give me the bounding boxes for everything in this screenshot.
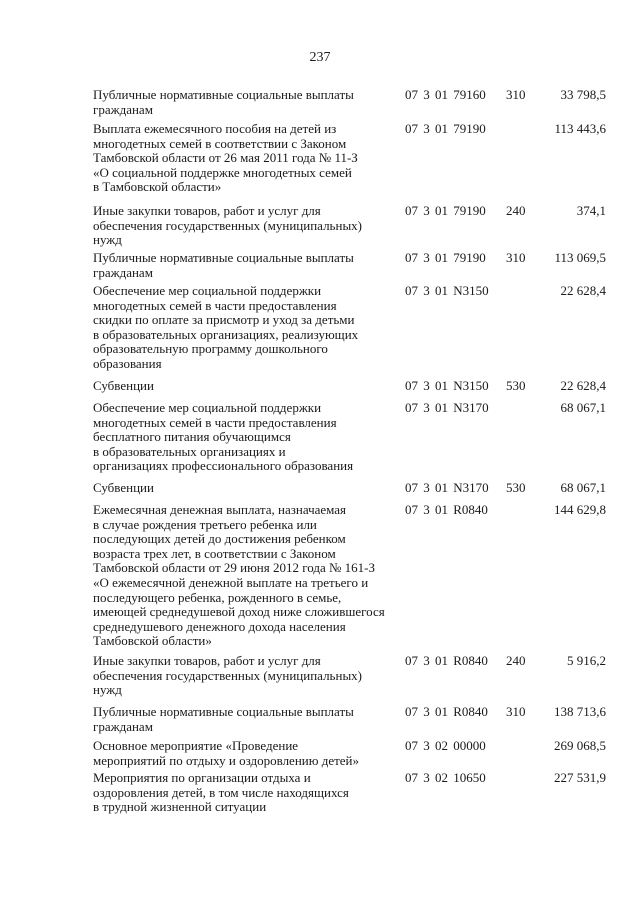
row-expense-type: 530 [506, 480, 526, 495]
description-line: гражданам [93, 101, 153, 117]
row-amount: 68 067,1 [560, 480, 606, 495]
description-line: Иные закупки товаров, работ и услуг для [93, 653, 321, 668]
row-description [93, 284, 403, 372]
row-description [93, 739, 403, 768]
row-code: 07 3 01 N3150 [405, 283, 489, 298]
row-amount: 138 713,6 [554, 704, 606, 719]
description-line: Субвенции [93, 378, 154, 393]
description-line: нужд [93, 232, 122, 248]
description-line: обеспечения государственных (муниципальных) [93, 217, 363, 233]
row-code: 07 3 01 N3170 [405, 480, 489, 495]
row-code: 07 3 01 R0840 [405, 653, 488, 668]
page-number: 237 [309, 50, 331, 65]
description-line: обеспечения государственных (муниципальных) [93, 667, 363, 683]
row-amount: 22 628,4 [560, 378, 606, 393]
row-expense-type: 240 [506, 653, 526, 668]
row-code: 07 3 01 79160 [405, 87, 486, 102]
row-code: 07 3 01 R0840 [405, 704, 488, 719]
description-line: «О социальной поддержке многодетных семей [93, 164, 352, 180]
description-line: имеющей среднедушевой доход ниже сложившегося [93, 604, 385, 620]
row-amount: 33 798,5 [560, 87, 606, 102]
row-amount: 113 069,5 [554, 250, 606, 265]
description-line: в образовательных организациях, реализующих [93, 326, 359, 342]
row-description [93, 251, 403, 280]
row-code: 07 3 01 N3150 [405, 378, 489, 393]
description-line: оздоровления детей, в том числе находящихся [93, 784, 349, 800]
row-description [93, 705, 403, 734]
description-line: мероприятий по отдыху и оздоровлению детей» [93, 752, 359, 768]
description-line: гражданам [93, 264, 153, 280]
description-line: Тамбовской области от 26 мая 2011 года № 11-З [93, 150, 358, 166]
row-amount: 144 629,8 [554, 502, 606, 517]
description-line: в Тамбовской области» [93, 179, 222, 195]
row-expense-type: 310 [506, 704, 526, 719]
row-description [93, 401, 403, 474]
description-line: скидки по оплате за присмотр и уход за детьми [93, 312, 355, 328]
description-line: среднедушевого денежного дохода населения [93, 618, 346, 634]
row-amount: 5 916,2 [567, 653, 606, 668]
row-description [93, 122, 403, 195]
description-line: «О ежемесячной денежной выплате на третьего и [93, 574, 369, 590]
description-line: образовательную программу дошкольного [93, 341, 328, 357]
description-line: Обеспечение мер социальной поддержки [93, 400, 322, 415]
row-code: 07 3 01 N3170 [405, 400, 489, 415]
description-line: бесплатного питания обучающимся [93, 429, 291, 445]
row-code: 07 3 01 R0840 [405, 502, 488, 517]
row-amount: 68 067,1 [560, 400, 606, 415]
description-line: организациях профессионального образования [93, 458, 354, 474]
row-description [93, 481, 403, 496]
row-code: 07 3 02 00000 [405, 738, 486, 753]
description-line: последующих детей до достижения ребенком [93, 531, 346, 547]
row-description [93, 88, 403, 117]
row-expense-type: 310 [506, 87, 526, 102]
description-line: Публичные нормативные социальные выплаты [93, 250, 354, 265]
row-description [93, 654, 403, 698]
row-code: 07 3 02 10650 [405, 770, 486, 785]
description-line: в случае рождения третьего ребенка или [93, 516, 317, 532]
row-amount: 22 628,4 [560, 283, 606, 298]
description-line: Субвенции [93, 480, 154, 495]
description-line: возраста трех лет, в соответствии с Законом [93, 545, 336, 561]
row-code: 07 3 01 79190 [405, 121, 486, 136]
description-line: в образовательных организациях и [93, 443, 286, 459]
description-line: Обеспечение мер социальной поддержки [93, 283, 322, 298]
row-expense-type: 530 [506, 378, 526, 393]
row-description [93, 771, 403, 815]
description-line: Мероприятия по организации отдыха и [93, 770, 311, 785]
description-line: Тамбовской области от 29 июня 2012 года № 161-З [93, 560, 376, 576]
description-line: гражданам [93, 718, 153, 734]
description-line: Публичные нормативные социальные выплаты [93, 87, 354, 102]
description-line: многодетных семей в соответствии с Законом [93, 135, 347, 151]
row-description [93, 204, 403, 248]
row-amount: 227 531,9 [554, 770, 606, 785]
description-line: Выплата ежемесячного пособия на детей из [93, 121, 337, 136]
row-expense-type: 240 [506, 203, 526, 218]
description-line: в трудной жизненной ситуации [93, 799, 267, 815]
row-code: 07 3 01 79190 [405, 250, 486, 265]
row-amount: 113 443,6 [554, 121, 606, 136]
description-line: многодетных семей в части предоставления [93, 414, 337, 430]
description-line: Тамбовской области» [93, 633, 212, 649]
description-line: Публичные нормативные социальные выплаты [93, 704, 354, 719]
description-line: Основное мероприятие «Проведение [93, 738, 299, 753]
row-code: 07 3 01 79190 [405, 203, 486, 218]
row-description [93, 503, 403, 649]
row-description [93, 379, 403, 394]
description-line: образования [93, 355, 162, 371]
row-amount: 374,1 [576, 203, 606, 218]
description-line: Иные закупки товаров, работ и услуг для [93, 203, 321, 218]
row-expense-type: 310 [506, 250, 526, 265]
row-amount: 269 068,5 [554, 738, 606, 753]
description-line: Ежемесячная денежная выплата, назначаемая [93, 502, 347, 517]
description-line: последующего ребенка, рожденного в семье, [93, 589, 342, 605]
description-line: многодетных семей в части предоставления [93, 297, 337, 313]
description-line: нужд [93, 682, 122, 698]
